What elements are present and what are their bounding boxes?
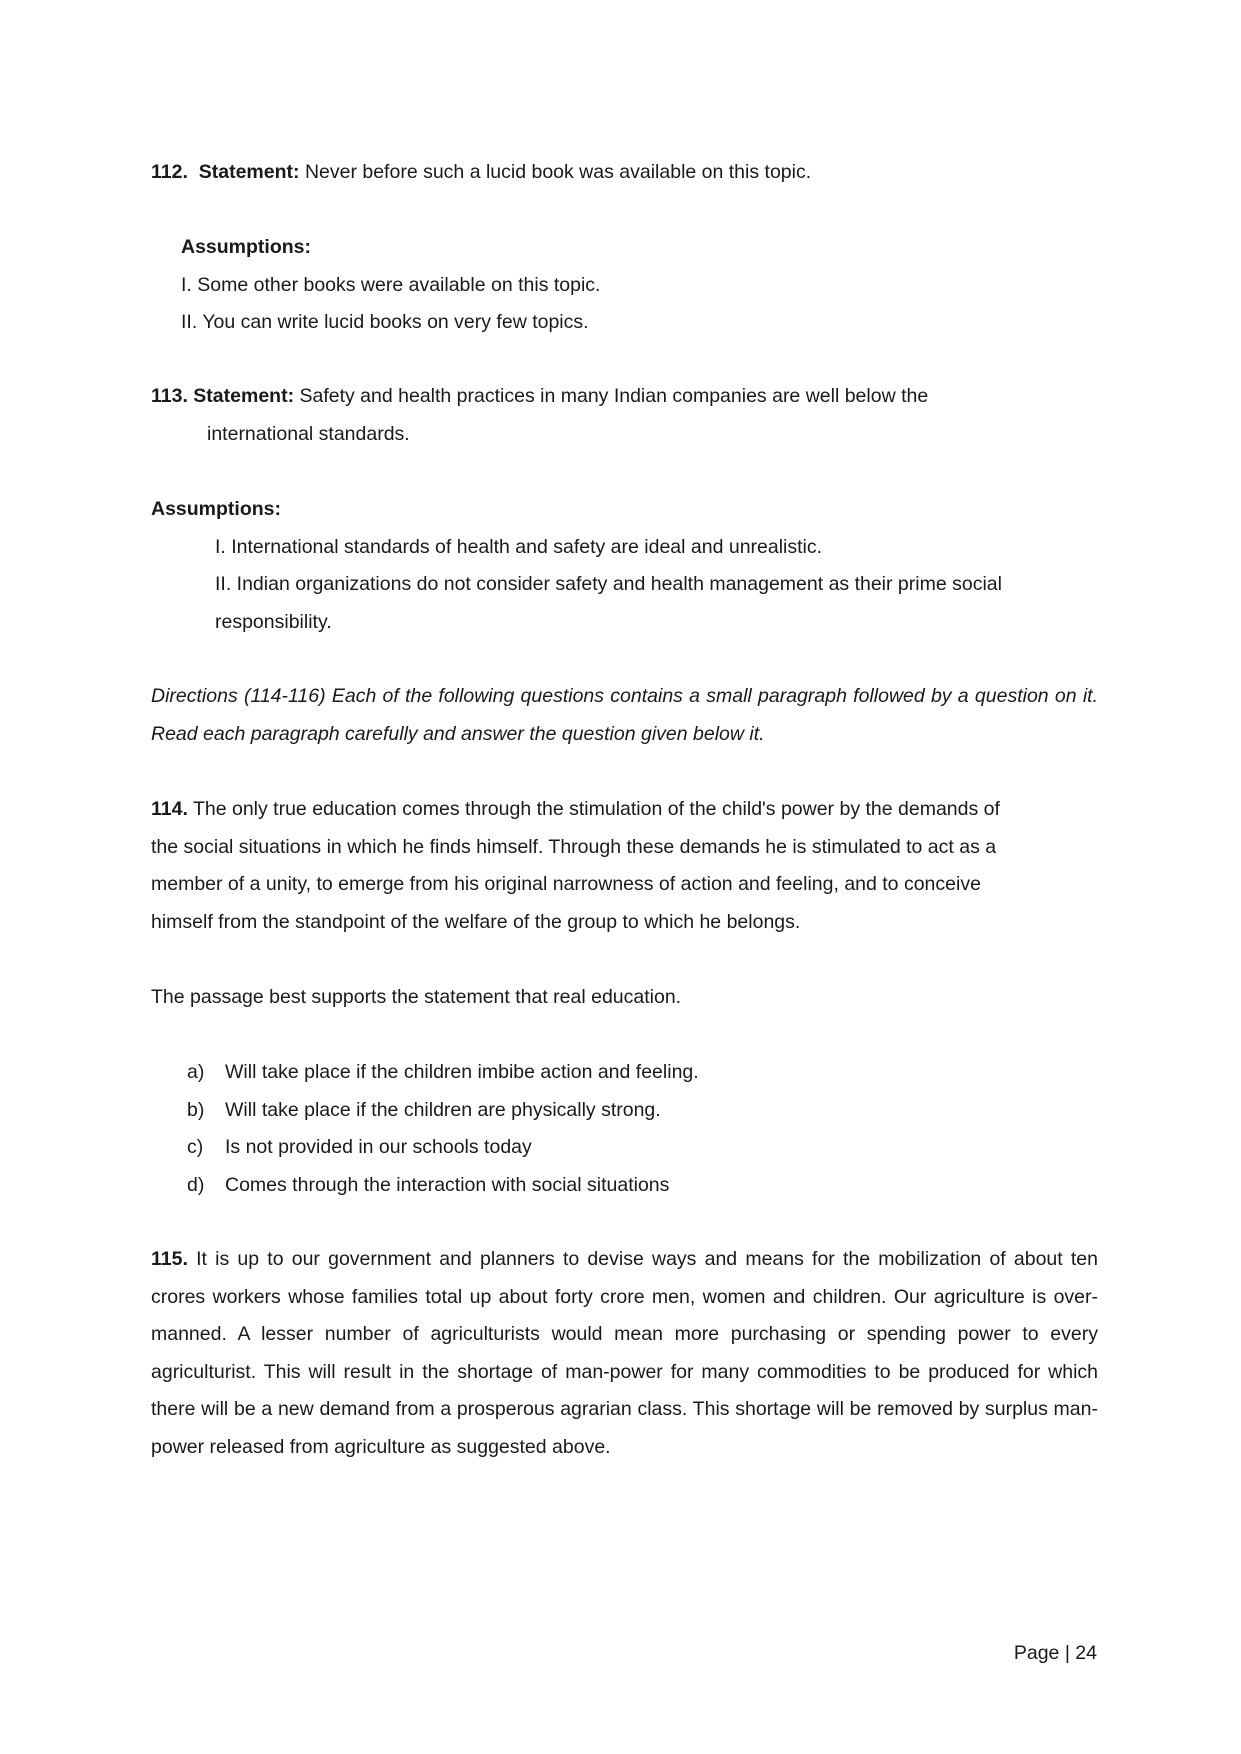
q112-assumptions xyxy=(181,229,1128,342)
q114-text-line-4: himself from the standpoint of the welfare of the group to which he belongs. xyxy=(151,910,801,933)
question-114 xyxy=(151,791,1098,941)
page-number: Page | 24 xyxy=(1013,1642,1097,1664)
option-letter: c) xyxy=(187,1136,204,1158)
q114-options xyxy=(187,1054,1134,1204)
q114-number: 114. xyxy=(151,798,188,820)
directions xyxy=(151,678,1098,753)
q113-statement xyxy=(151,378,1098,416)
question-113 xyxy=(151,378,1098,453)
q112-number: 112. xyxy=(151,161,188,183)
option-text: Comes through the interaction with social situations xyxy=(225,1173,670,1196)
q112-assumption-2: II. You can write lucid books on very few topics. xyxy=(181,311,589,333)
q115-number: 115. xyxy=(151,1248,188,1270)
q113-label: 113. Statement: xyxy=(151,385,295,407)
q114-question-text: The passage best supports the statement that real education. xyxy=(151,986,682,1008)
q113-assumption-1: I. International standards of health and safety are ideal and unrealistic. xyxy=(215,535,823,558)
question-112 xyxy=(151,154,1098,192)
question-115 xyxy=(151,1241,1098,1466)
option-letter: d) xyxy=(187,1173,205,1196)
q114-text-line-2: the social situations in which he finds himself. Through these demands he is stimulated to act as a xyxy=(151,835,997,858)
q112-assumption-1: I. Some other books were available on this topic. xyxy=(181,273,601,296)
option-text: Is not provided in our schools today xyxy=(225,1136,532,1158)
q115-text: It is up to our government and planners to devise ways and means for the mobilization of about ten crores workers whose families total up about forty crore men, women and children. Our agriculture is over-manned. A lesser number of agriculturists would mean more purchasing or spending power to every agriculturist. This will result in the shortage of man-power for many commodities to be produced for which there will be a new demand from a prosperous agrarian class. This shortage will be removed by surplus man-power released from agriculture as suggested above. xyxy=(151,1248,1098,1458)
q112-label: Statement: xyxy=(198,161,300,183)
directions-text: Directions (114-116) Each of the following questions contains a small paragraph followed by a question on it. Read each paragraph carefully and answer the question given below it. xyxy=(151,685,1098,745)
q114-option-b xyxy=(187,1092,1134,1130)
q112-text: Never before such a lucid book was available on this topic. xyxy=(304,161,812,183)
option-text: Will take place if the children are physically strong. xyxy=(225,1098,661,1121)
q113-assumption-2-cont: responsibility. xyxy=(215,610,332,633)
q114-line-1 xyxy=(151,791,1098,829)
q114-text-line-3: member of a unity, to emerge from his original narrowness of action and feeling, and to conceive xyxy=(151,873,981,895)
q115-paragraph xyxy=(151,1241,1098,1466)
q112-assumptions-title: Assumptions: xyxy=(181,236,312,258)
q114-option-d xyxy=(187,1167,1134,1205)
option-letter: a) xyxy=(187,1061,205,1083)
q112-statement xyxy=(151,154,1098,192)
q114-option-a xyxy=(187,1054,1134,1092)
q113-assumptions-block xyxy=(151,491,1098,641)
q114-option-c xyxy=(187,1129,1134,1167)
option-text: Will take place if the children imbibe action and feeling. xyxy=(225,1061,699,1083)
q114-question xyxy=(151,979,1098,1017)
q113-text-line2: international standards. xyxy=(207,422,410,445)
q113-assumptions-title: Assumptions: xyxy=(151,498,282,520)
q113-text-line1: Safety and health practices in many Indian companies are well below the xyxy=(299,385,929,407)
q113-assumption-2: II. Indian organizations do not consider safety and health management as their prime social xyxy=(215,573,1002,595)
option-letter: b) xyxy=(187,1098,205,1121)
q114-text-line-1: The only true education comes through the stimulation of the child's power by the demands of xyxy=(192,798,1000,820)
